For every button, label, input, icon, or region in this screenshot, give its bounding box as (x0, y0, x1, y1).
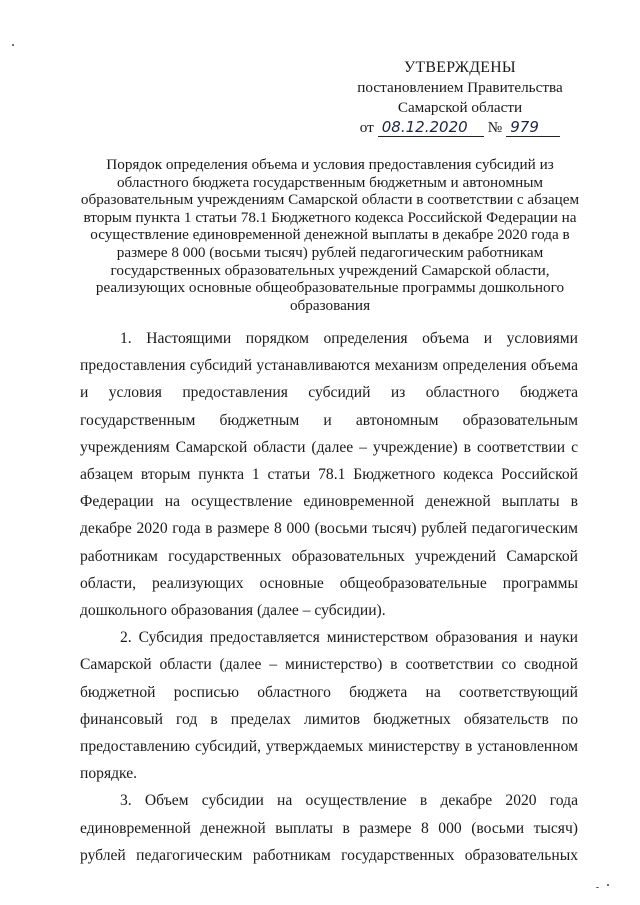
paragraph-1: 1. Настоящими порядком определения объема и условиями предоставления субсидий устанавливаются механизм определения объема и условия предоставления субсидий из областного бюджета государственным бюджетным и автономным образовательным учреждениям Самарской области (далее – учреждение) в соответствии с абзацем вторым пункта 1 статьи 78.1 Бюджетного кодекса Российской Федерации на осуществление единовременной денежной выплаты в декабре 2020 года в размере 8 000 (восьми тысяч) рублей педагогическим работникам государственных образовательных учреждений Самарской области, реализующих основные общеобразовательные программы дошкольного образования (далее – субсидии). (80, 330, 578, 620)
paragraph-3: 3. Объем субсидии на осуществление в декабре 2020 года единовременной денежной выплаты в размере 8 000 (восьми тысяч) рублей педагогическим работникам государственных образовательных (80, 792, 578, 864)
approval-line-2: Самарской области (397, 99, 523, 116)
approval-date-line (340, 118, 580, 138)
date-prefix: от (359, 119, 374, 136)
scan-speck (596, 887, 599, 888)
handwritten-date: 08.12.2020 (378, 118, 484, 137)
number-sign: № (487, 119, 503, 136)
scan-speck (607, 884, 609, 886)
handwritten-number: 979 (506, 118, 560, 137)
document-body (80, 325, 578, 869)
scan-speck (12, 44, 14, 46)
paragraph-2: 2. Субсидия предоставляется министерством образования и науки Самарской области (далее – министерство) в соответствии со сводной бюджетной росписью областного бюджета на соответствующий финансовый год в пределах лимитов бюджетных обязательств по предоставлению субсидий, утверждаемых министерству в установленном порядке. (80, 629, 578, 783)
document-title: Порядок определения объема и условия предоставления субсидий из областного бюджета государственным бюджетным и автономным образовательным учреждениям Самарской области в соответствии с абзацем вторым пункта 1 статьи 78.1 Бюджетного кодекса Российской Федерации на осуществление единовременной денежной выплаты в декабре 2020 года в размере 8 000 (восьми тысяч) рублей педагогическим работникам государственных образовательных учреждений Самарской области, реализующих основные общеобразовательные программы дошкольного образования (80, 156, 580, 314)
approval-heading: УТВЕРЖДЕНЫ (403, 59, 516, 76)
approval-stamp (340, 58, 580, 138)
approval-line-1: постановлением Правительства (357, 79, 563, 96)
